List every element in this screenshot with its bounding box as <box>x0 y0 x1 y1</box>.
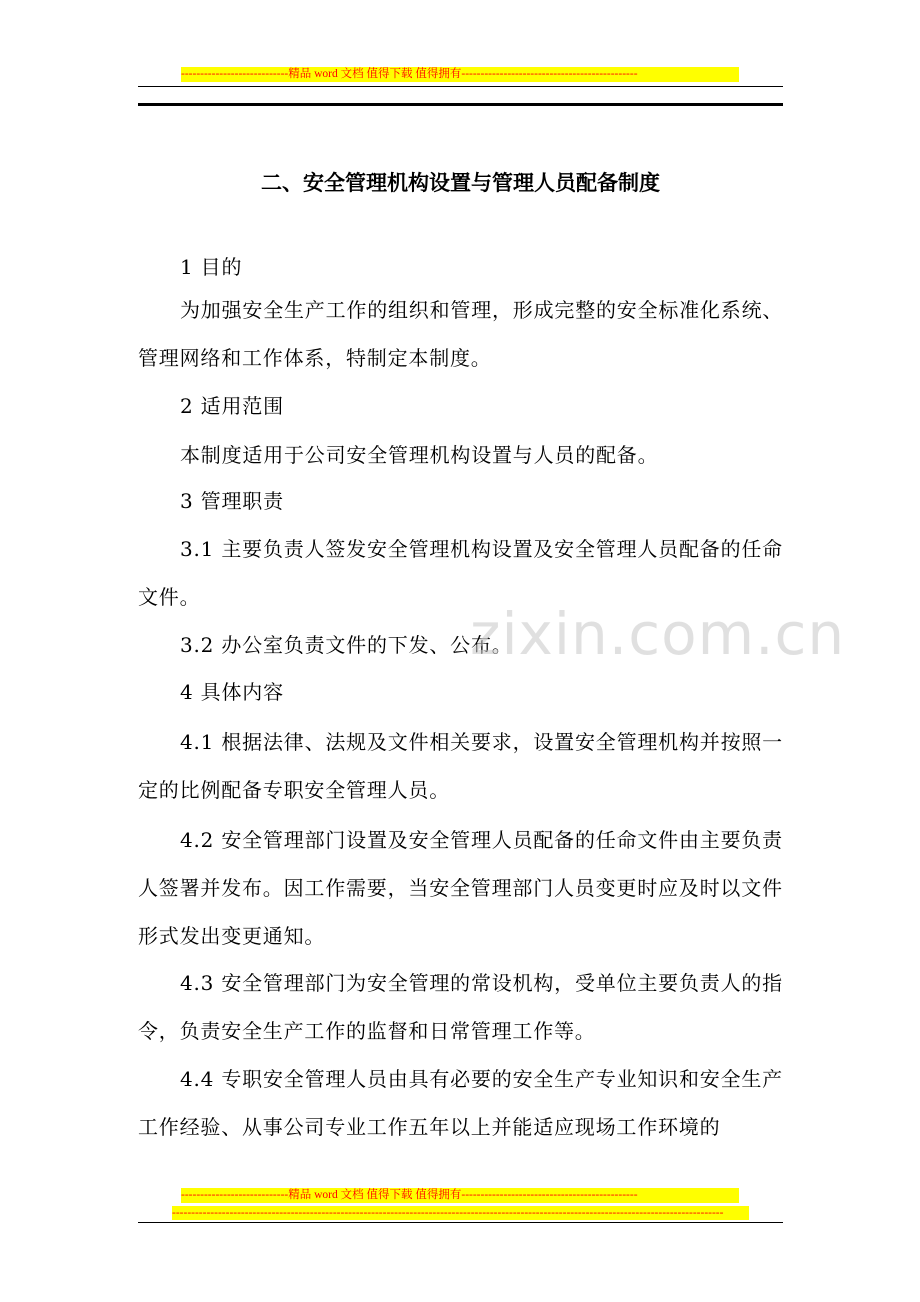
clause-4-1: 4.1 根据法律、法规及文件相关要求，设置安全管理机构并按照一定的比例配备专职安全管理人员。 <box>138 730 783 802</box>
clause-3-1: 3.1 主要负责人签发安全管理机构设置及安全管理人员配备的任命文件。 <box>138 537 783 609</box>
footer-banner: ----------------------------精品 word 文档 值得下载 值得拥有---------------------------------------------- <box>181 1188 739 1203</box>
clause-3-2: 3.2 办公室负责文件的下发、公布。 <box>180 633 513 657</box>
section-2-heading: 2 适用范围 <box>180 394 284 418</box>
clause-4-4: 4.4 专职安全管理人员由具有必要的安全生产专业知识和安全生产工作经验、从事公司专业工作五年以上并能适应现场工作环境的 <box>138 1067 783 1139</box>
section-1-body: 为加强安全生产工作的组织和管理，形成完整的安全标准化系统、管理网络和工作体系，特制定本制度。 <box>138 298 784 370</box>
header-banner: ----------------------------精品 word 文档 值得下载 值得拥有---------------------------------------------- <box>181 67 739 82</box>
header-rule-thin <box>138 86 783 87</box>
header-rule-thick <box>138 103 783 106</box>
clause-4-2: 4.2 安全管理部门设置及安全管理人员配备的任命文件由主要负责人签署并发布。因工作需要，当安全管理部门人员变更时应及时以文件形式发出变更通知。 <box>138 828 783 948</box>
section-2-body: 本制度适用于公司安全管理机构设置与人员的配备。 <box>180 443 659 467</box>
section-4-heading: 4 具体内容 <box>180 680 284 704</box>
footer-rule <box>138 1222 783 1223</box>
footer-dash-line: ------------------------------------------------------------------------------------------------------------------------------------------------ <box>172 1206 749 1220</box>
clause-4-3: 4.3 安全管理部门为安全管理的常设机构，受单位主要负责人的指令，负责安全生产工作的监督和日常管理工作等。 <box>138 971 783 1043</box>
document-title: 二、安全管理机构设置与管理人员配备制度 <box>261 171 660 195</box>
section-3-heading: 3 管理职责 <box>180 489 284 513</box>
section-1-heading: 1 目的 <box>180 255 243 279</box>
watermark-text: zixin.com.cn <box>470 600 846 668</box>
